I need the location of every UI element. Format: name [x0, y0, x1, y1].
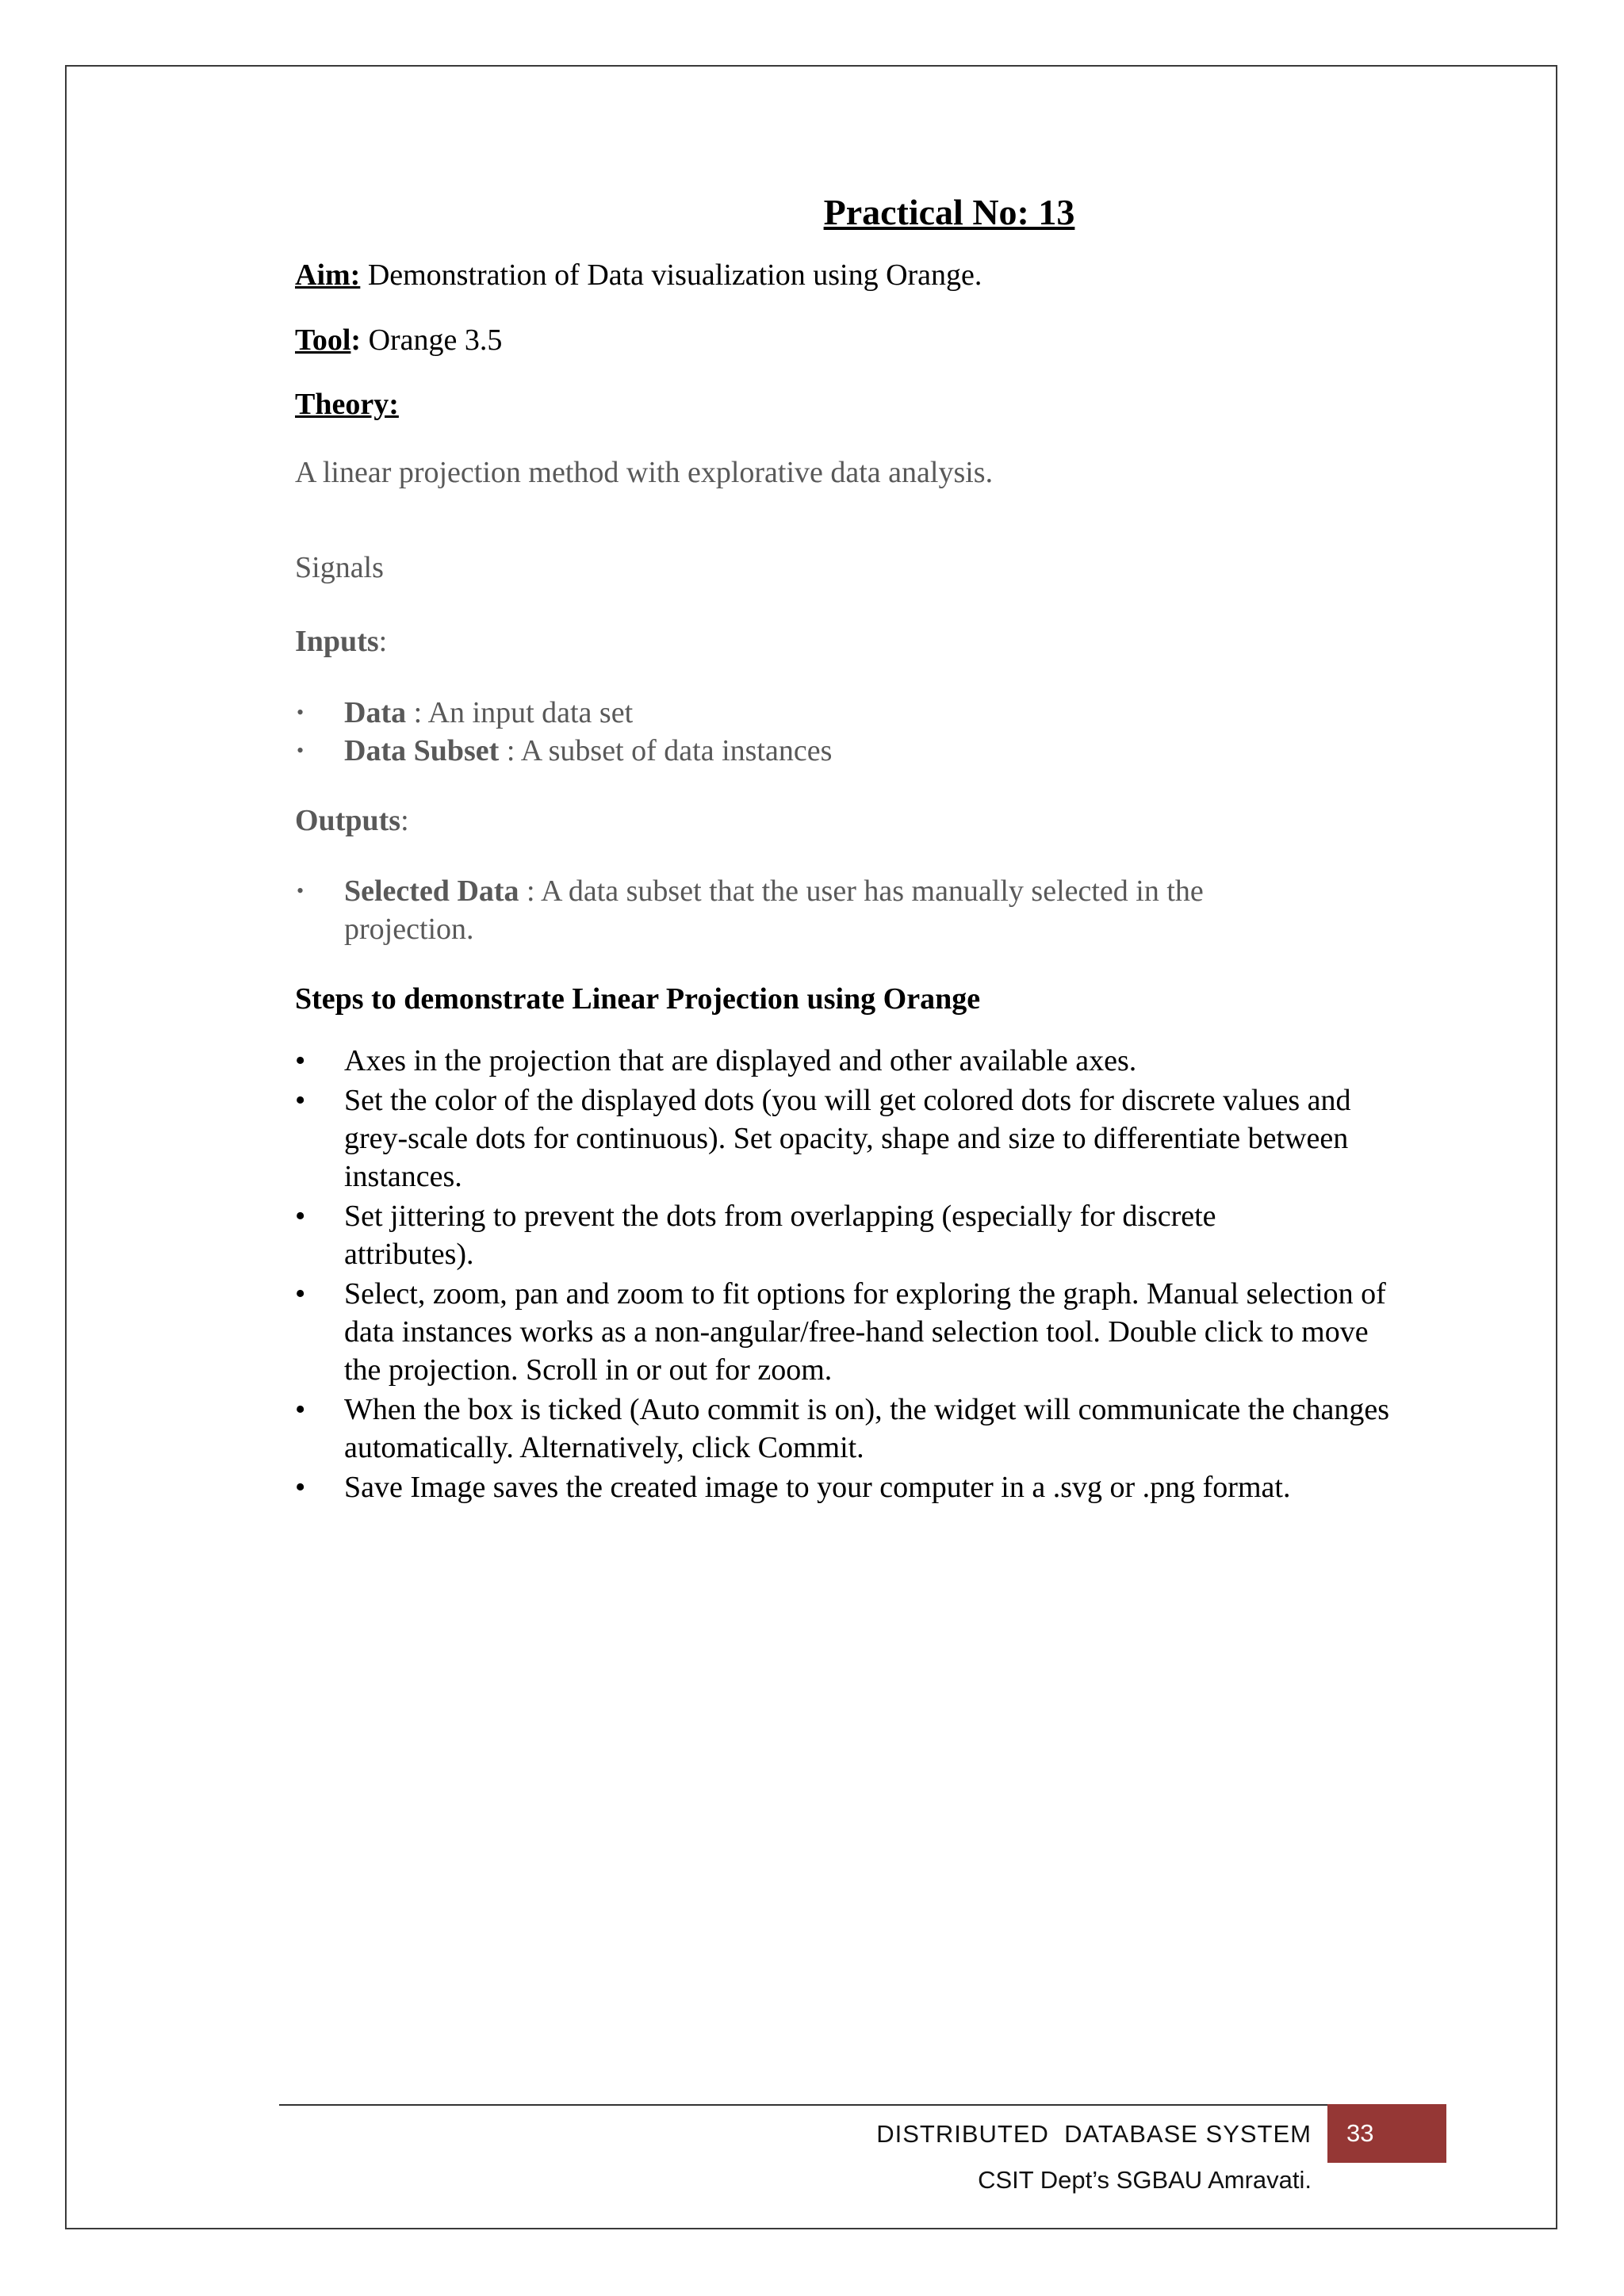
inputs-list — [295, 694, 1421, 770]
list-item — [295, 1197, 1320, 1273]
tool-colon: : — [350, 323, 362, 357]
list-item — [295, 694, 1421, 732]
bullet-icon: • — [297, 879, 304, 903]
footer-course-title: DISTRIBUTED DATABASE SYSTEM — [876, 2120, 1312, 2148]
page-title: Practical No: 13 — [823, 192, 1075, 232]
bullet-icon: • — [297, 700, 304, 724]
list-item — [295, 1391, 1421, 1467]
steps-heading: Steps to demonstrate Linear Projection using Orange — [295, 982, 981, 1016]
input-term: Data — [344, 695, 407, 729]
list-item — [295, 1081, 1421, 1196]
input-term: Data Subset — [344, 733, 500, 767]
aim-label: Aim: — [295, 258, 361, 293]
outputs-list — [295, 872, 1278, 948]
page-number-badge: 33 — [1327, 2104, 1446, 2163]
outputs-label: Outputs — [295, 803, 401, 837]
bullet-icon: • — [295, 1470, 306, 1504]
list-item — [295, 732, 1421, 770]
bullet-icon: • — [295, 1392, 306, 1426]
bullet-icon: • — [295, 1276, 306, 1311]
step-text: Axes in the projection that are displayed and other available axes. — [344, 1043, 1137, 1077]
footer-rule — [279, 2104, 1327, 2106]
output-term: Selected Data — [344, 874, 519, 909]
theory-text: A linear projection method with explorative data analysis. — [295, 455, 994, 489]
footer-department: CSIT Dept’s SGBAU Amravati. — [978, 2166, 1312, 2194]
list-item — [295, 1042, 1421, 1080]
tool-text: Orange 3.5 — [361, 323, 503, 357]
step-text: Save Image saves the created image to your computer in a .svg or .png format. — [344, 1470, 1291, 1504]
tool-line — [295, 323, 1421, 359]
bullet-icon: • — [295, 1083, 306, 1117]
bullet-icon: • — [295, 1199, 306, 1233]
signals-heading: Signals — [295, 550, 384, 584]
step-text: Set the color of the displayed dots (you will get colored dots for discrete values and grey-scale dots for continuous). Set opacity, shape and size to differentiate between instances. — [344, 1083, 1351, 1193]
theory-heading — [295, 387, 1421, 423]
document-body — [295, 190, 1421, 1508]
list-item — [295, 1468, 1421, 1506]
output-desc: : A data subset that the user has manually selected in the projection. — [344, 874, 1204, 947]
inputs-colon: : — [378, 625, 388, 659]
input-desc: : A subset of data instances — [499, 733, 833, 767]
aim-text: Demonstration of Data visualization using Orange. — [360, 258, 982, 293]
tool-label: Tool — [295, 323, 351, 357]
inputs-heading — [295, 624, 1421, 660]
bullet-icon: • — [297, 738, 304, 762]
step-text: Set jittering to prevent the dots from overlapping (especially for discrete attributes). — [344, 1199, 1216, 1271]
theory-label: Theory: — [295, 388, 399, 422]
outputs-colon: : — [400, 803, 409, 837]
step-text: Select, zoom, pan and zoom to fit options for exploring the graph. Manual selection of data instances works as a non-angular/free-hand selection tool. Double click to move the projection. Scroll in or out for zoom. — [344, 1276, 1386, 1387]
step-text: When the box is ticked (Auto commit is on), the widget will communicate the changes automatically. Alternatively, click Commit. — [344, 1392, 1390, 1464]
aim-line — [295, 258, 1421, 294]
steps-list — [295, 1042, 1421, 1506]
list-item — [295, 1275, 1399, 1389]
list-item — [295, 872, 1278, 948]
bullet-icon: • — [295, 1043, 306, 1077]
outputs-heading — [295, 803, 1421, 840]
input-desc: : An input data set — [406, 695, 634, 729]
inputs-label: Inputs — [295, 625, 379, 659]
